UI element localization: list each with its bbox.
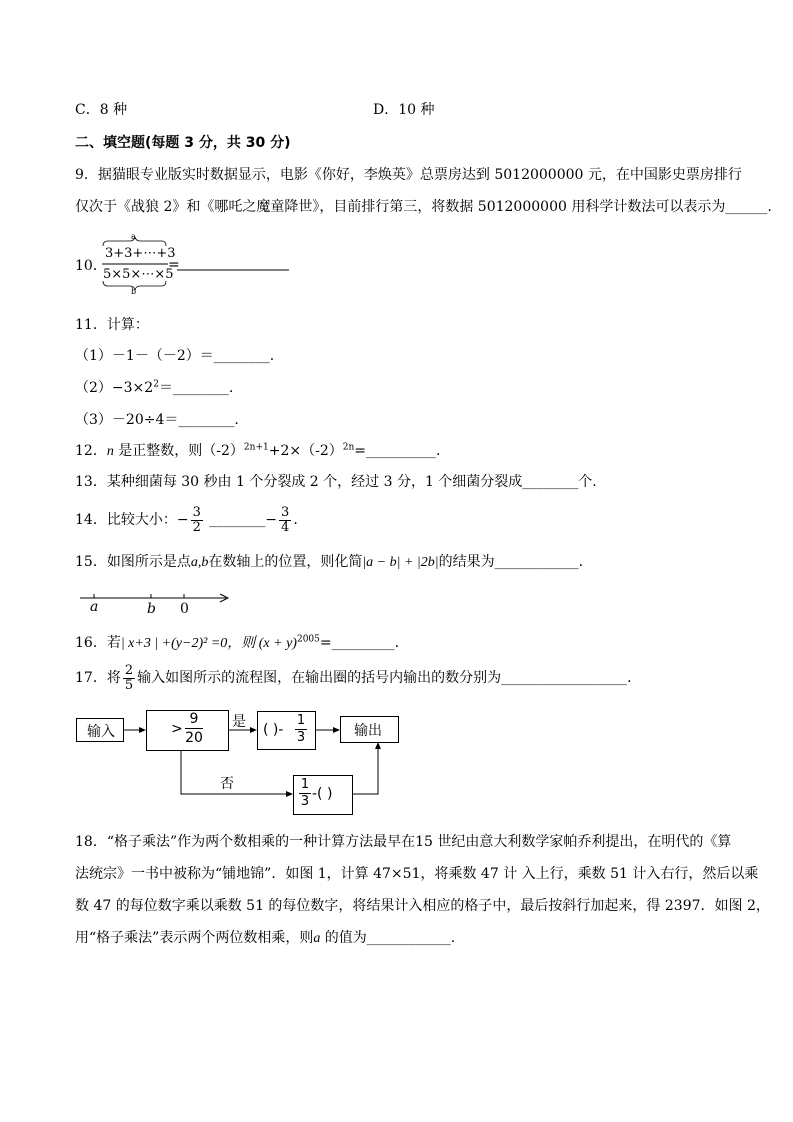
q9-line1: 9．据猫眼专业版实时数据显示，电影《你好，李焕英》总票房达到 5012000000 元，在中国影史票房排行: [75, 167, 742, 183]
flow-output-box: [340, 716, 399, 743]
q11-part2: $(2)-3\times 2^2=\_\_\_\_\_\_\_\_$.: [75, 379, 234, 396]
flow-yes-label: 是: [232, 714, 246, 730]
q18-line2: 法统宗》一书中被称为“铺地锦”．如图 1，计算 47×51，将乘数 47 计 入上行，乘数 51 计入右行，然后以乘: [75, 866, 759, 882]
flow-output-label: 输出: [354, 723, 382, 739]
q18-line1: 18．“格子乘法”作为两个数相乘的一种计算方法最早在15 世纪由意大利数学家帕乔利提出，在明代的《算: [75, 834, 732, 850]
q18-line3: 数 47 的每位数字乘以乘数 51 的每位数字，将结果计入相应的格子中，最后按斜行加起来，得 2397．如图 2，: [75, 898, 770, 914]
flow-cond-num: 9: [185, 711, 203, 729]
axis-label-a: a: [90, 599, 99, 615]
q11-head: 11．计算：: [75, 317, 149, 333]
q14-fraction-1: $\frac{3}{2}$: [192, 504, 201, 535]
axis-label-0: 0: [180, 601, 189, 617]
option-d: D．10 种: [373, 102, 435, 118]
q10-numerator: 3+3+⋯+3: [105, 246, 176, 261]
q11-part1: （1）－1－（－2）＝________.: [75, 348, 275, 364]
flow-yes-box: ( )- 1 3: [257, 711, 316, 750]
axis-label-b: b: [147, 601, 156, 617]
flow-no-den: 3: [300, 794, 310, 809]
flow-input-label: 输入: [87, 724, 115, 740]
q14-fraction-2: $\frac{3}{4}$: [281, 504, 290, 535]
flow-yes-den: 3: [296, 730, 306, 745]
q17: 17．将 $\frac{2}{5}$ 输入如图所示的流程图，在输出圈的括号内输出的数分别为__________________.: [75, 662, 632, 693]
q10-denominator: 5×5×⋯×5: [103, 267, 174, 282]
q14: 14．比较大小：− $\frac{3}{2}$ ________− $\frac{3}{4}$ .: [75, 504, 298, 535]
q9-line2: 仅次于《战狼 2》和《哪吒之魔童降世》，目前排行第三，将数据 5012000000 用科学计数法可以表示为______.: [75, 199, 772, 215]
flow-no-box: 1 3 -( ): [293, 775, 353, 815]
option-c: C．8 种: [75, 102, 128, 118]
flow-cond-den: 20: [185, 730, 203, 746]
q10-equals: =: [168, 257, 180, 273]
q17-fraction: $\frac{2}{5}$: [124, 662, 134, 693]
flow-yes-num: 1: [296, 713, 306, 728]
q13: 13．某种细菌每 30 秒由 1 个分裂成 2 个，经过 3 分，1 个细菌分裂成________个.: [75, 474, 597, 490]
q16: 16．若| x+3 | +(y−2)² =0，则 $(x + y)^{2005}=\_\_\_\_\_\_\_\_\_$.: [75, 634, 400, 651]
q15: 15．如图所示是点a,b在数轴上的位置，则化简|a − b| + |2b|的结果为____________.: [75, 554, 584, 570]
flow-no-label: 否: [220, 776, 234, 792]
flow-no-num: 1: [300, 777, 310, 792]
q10-number: 10．: [75, 258, 107, 274]
q12: 12．n 是正整数，则$(-2)^{2n+1}+2\times(-2)^{2n}=\_\_\_\_\_\_\_\_\_\_$.: [75, 442, 441, 459]
q11-part3: （3）－20÷4＝________.: [75, 412, 239, 428]
q10-brace-top-label: a: [131, 232, 136, 241]
flow-condition-box: > 9 20: [146, 710, 229, 751]
section-title: 二、填空题(每题 3 分，共 30 分): [75, 135, 291, 151]
q18-line4: 用“格子乘法”表示两个两位数相乘，则a 的值为____________.: [75, 930, 456, 946]
q10-brace-bottom-label: b: [131, 287, 137, 296]
flow-input-box: [76, 718, 124, 742]
